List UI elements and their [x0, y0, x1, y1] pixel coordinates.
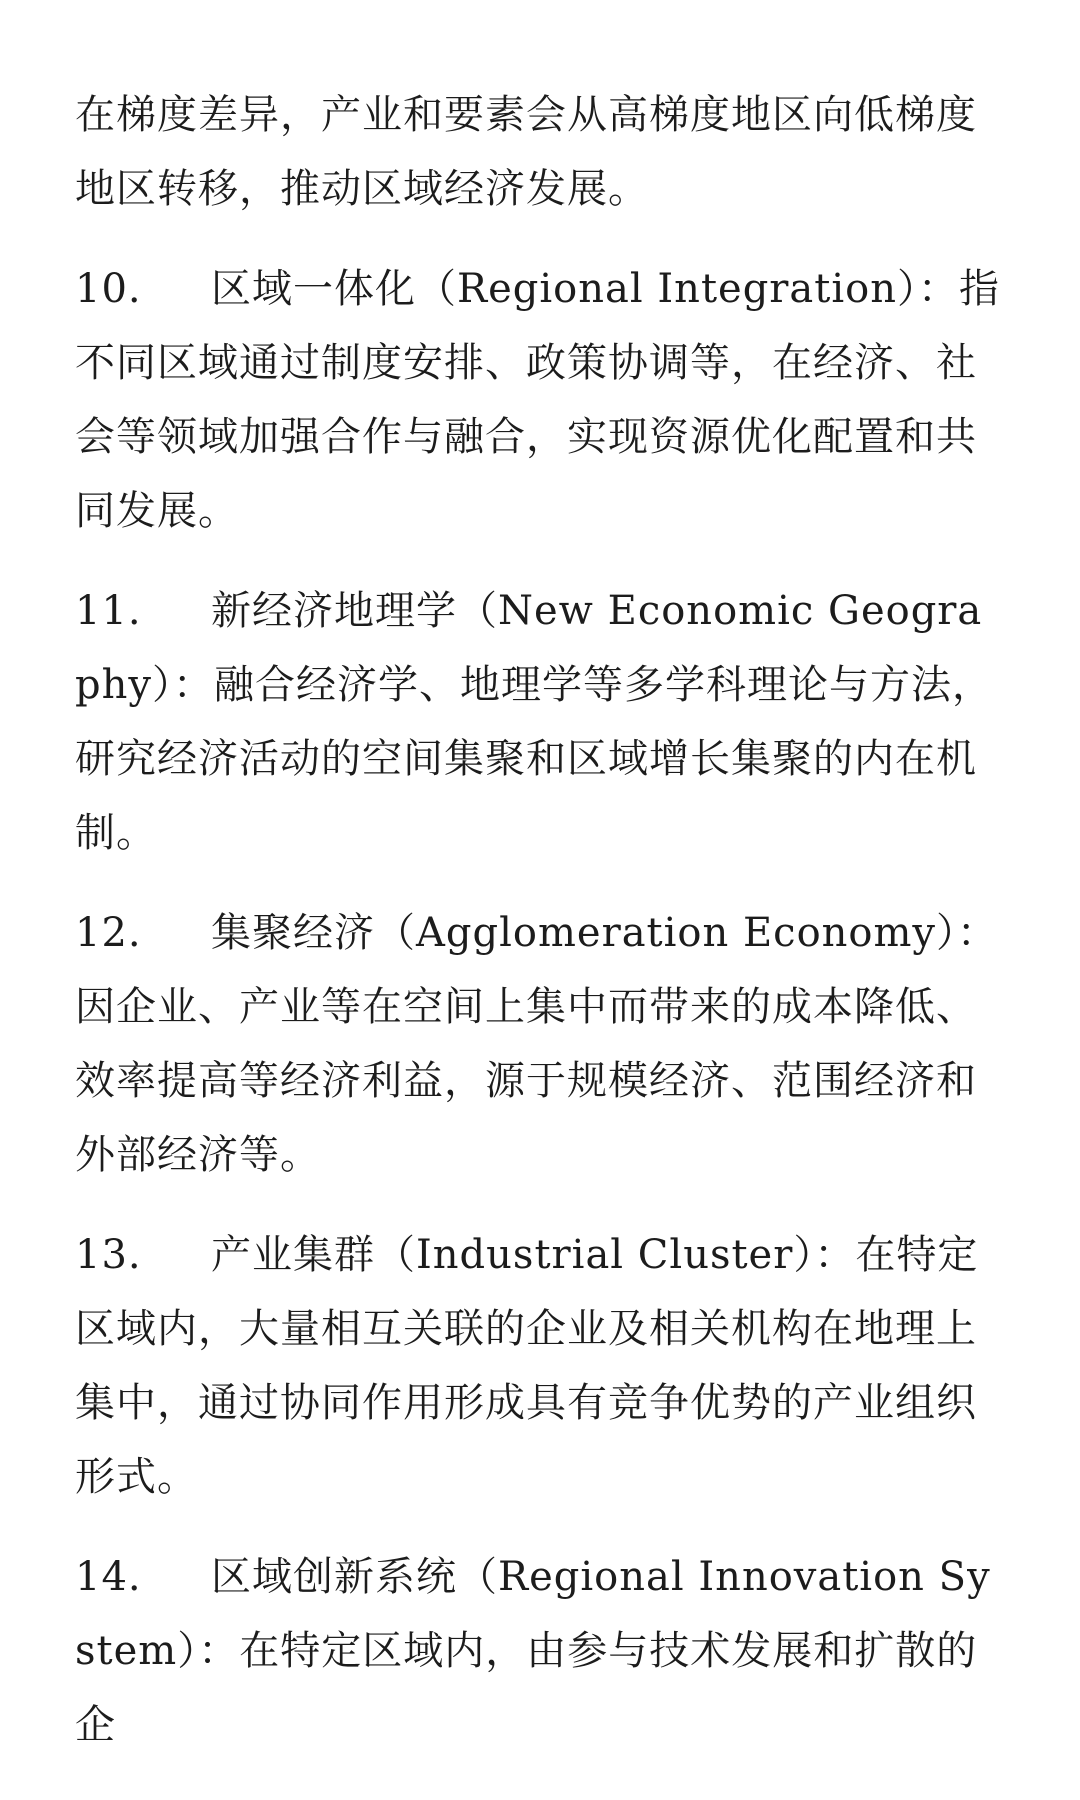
item-number: 12.	[75, 910, 142, 956]
paragraph-continuation	[75, 78, 1005, 226]
term-item-10	[75, 252, 1005, 548]
item-text: 新经济地理学（New Economic Geography）：融合经济学、地理学等多学科理论与方法，研究经济活动的空间集聚和区域增长集聚的内在机制。	[75, 588, 993, 856]
item-number: 14.	[75, 1554, 142, 1600]
item-text: 产业集群（Industrial Cluster）：在特定区域内，大量相互关联的企业及相关机构在地理上集中，通过协同作用形成具有竞争优势的产业组织形式。	[75, 1232, 979, 1500]
term-item-14	[75, 1540, 1005, 1762]
item-text: 集聚经济（Agglomeration Economy）：因企业、产业等在空间上集中而带来的成本降低、效率提高等经济利益，源于规模经济、范围经济和外部经济等。	[75, 910, 999, 1178]
term-item-12	[75, 896, 1005, 1192]
item-number: 13.	[75, 1232, 142, 1278]
term-item-11	[75, 574, 1005, 870]
item-number: 11.	[75, 588, 142, 634]
item-number: 10.	[75, 266, 142, 312]
item-text: 区域创新系统（Regional Innovation System）：在特定区域内，由参与技术发展和扩散的企	[75, 1554, 991, 1748]
paragraph-text: 在梯度差异，产业和要素会从高梯度地区向低梯度地区转移，推动区域经济发展。	[75, 92, 977, 212]
document-body	[75, 78, 1005, 1788]
term-item-13	[75, 1218, 1005, 1514]
item-text: 区域一体化（Regional Integration）：指不同区域通过制度安排、政策协调等，在经济、社会等领域加强合作与融合，实现资源优化配置和共同发展。	[75, 266, 1000, 534]
